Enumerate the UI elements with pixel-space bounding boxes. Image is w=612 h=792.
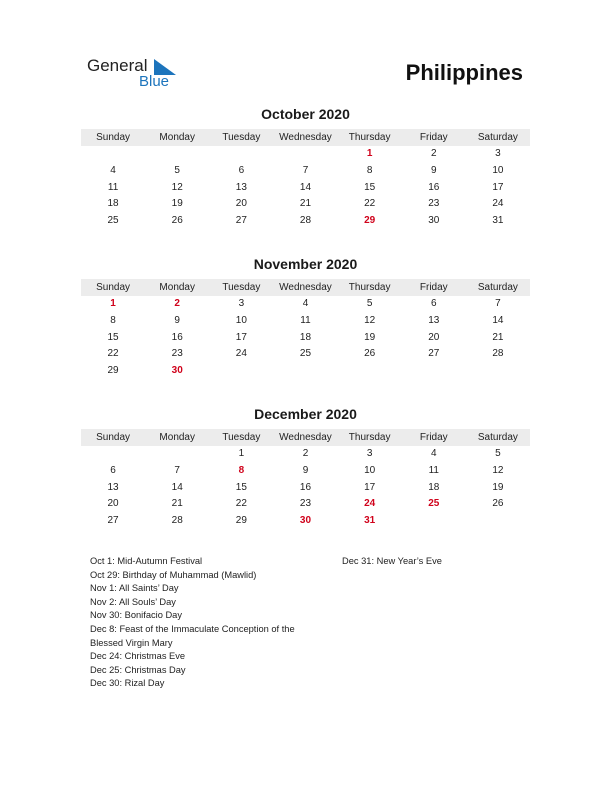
date-cell: 20 (107, 498, 119, 510)
date-cell: 3 (238, 298, 245, 309)
holiday-list-column-2 (342, 555, 542, 569)
date-cell: 18 (299, 331, 312, 343)
date-cell: 25 (299, 348, 312, 360)
weekday-header-row (81, 279, 530, 296)
date-cell: 4 (430, 448, 437, 459)
date-cell: 8 (366, 164, 373, 176)
weekday-label: Saturday (477, 432, 518, 443)
date-cell: 27 (428, 348, 440, 360)
date-cell: 19 (364, 331, 376, 343)
holiday-date-cell: 31 (364, 515, 376, 527)
date-cell: 13 (235, 181, 247, 193)
date-cell: 5 (174, 164, 180, 176)
date-cell: 26 (171, 215, 183, 227)
date-cell (209, 146, 273, 163)
date-cell: 9 (174, 314, 180, 326)
date-cell: 25 (107, 215, 119, 227)
week-row (81, 146, 530, 163)
date-cell (402, 513, 466, 530)
date-cell: 21 (171, 498, 183, 510)
holiday-list-item: Nov 2: All Souls’ Day (90, 596, 176, 607)
date-cell: 7 (174, 464, 180, 476)
weekday-label: Friday (419, 282, 448, 293)
date-cell: 24 (235, 348, 247, 360)
week-row (81, 446, 530, 463)
date-cell: 15 (235, 481, 247, 493)
holiday-date-cell: 8 (238, 464, 245, 476)
week-row (81, 346, 530, 363)
country-title: Philippines (405, 60, 523, 85)
weekday-label: Sunday (96, 282, 131, 293)
date-cell: 12 (364, 314, 376, 326)
weekday-header-row (81, 429, 530, 446)
date-cell: 19 (492, 481, 504, 493)
date-cell: 16 (171, 331, 183, 343)
weekday-label: Friday (419, 132, 448, 143)
date-cell: 22 (107, 348, 119, 360)
weekday-label: Thursday (348, 282, 391, 293)
date-cell: 4 (302, 298, 309, 309)
holiday-list-item: Dec 8: Feast of the Immaculate Conception of the Blessed Virgin Mary (90, 623, 295, 648)
weekday-label: Wednesday (279, 282, 332, 293)
date-cell: 17 (492, 181, 504, 193)
logo-blue-text: Blue (139, 73, 170, 90)
date-cell: 22 (364, 198, 376, 210)
week-row (81, 480, 530, 497)
weekday-label: Monday (159, 432, 195, 443)
date-cell: 17 (364, 481, 376, 493)
date-cell: 26 (492, 498, 504, 510)
date-cell: 14 (171, 481, 183, 493)
date-cell: 19 (171, 198, 183, 210)
date-cell (81, 146, 145, 163)
weekday-label: Monday (159, 282, 195, 293)
date-cell: 21 (299, 198, 312, 210)
holiday-date-cell: 2 (174, 298, 180, 309)
date-cell: 9 (302, 464, 309, 476)
weekday-label: Thursday (348, 432, 391, 443)
month-november (81, 256, 530, 380)
date-cell: 6 (238, 164, 245, 176)
week-row (81, 196, 530, 213)
date-cell (273, 146, 337, 163)
date-cell: 7 (495, 298, 501, 309)
month-october (81, 106, 530, 230)
date-cell: 27 (107, 515, 119, 527)
week-row (81, 463, 530, 480)
month-december (81, 406, 530, 530)
date-cell: 20 (428, 331, 440, 343)
week-row (81, 513, 530, 530)
date-cell: 13 (428, 314, 440, 326)
week-row (81, 496, 530, 513)
date-cell: 2 (302, 448, 309, 459)
week-row (81, 363, 530, 380)
weekday-label: Friday (419, 432, 448, 443)
date-cell: 16 (428, 181, 440, 193)
week-row (81, 296, 530, 313)
date-cell (145, 146, 209, 163)
date-cell: 8 (110, 314, 116, 326)
date-cell: 20 (235, 198, 247, 210)
week-row (81, 163, 530, 180)
date-cell: 12 (492, 464, 504, 476)
date-cell: 11 (428, 464, 439, 476)
holiday-list-column-1 (90, 555, 330, 691)
weekday-label: Sunday (96, 432, 131, 443)
weekday-header-row (81, 129, 530, 146)
month-title: December 2020 (254, 406, 357, 422)
date-cell: 15 (107, 331, 119, 343)
date-cell: 22 (235, 498, 247, 510)
date-cell: 11 (300, 314, 311, 326)
date-cell: 23 (299, 498, 312, 510)
date-cell: 23 (171, 348, 183, 360)
date-cell: 3 (495, 148, 501, 159)
weekday-label: Saturday (477, 282, 518, 293)
date-cell: 21 (492, 331, 504, 343)
date-cell: 29 (107, 365, 119, 377)
date-cell: 27 (235, 215, 247, 227)
date-cell: 10 (364, 464, 376, 476)
holiday-date-cell: 1 (366, 148, 373, 159)
holiday-list-item: Oct 1: Mid-Autumn Festival (90, 556, 203, 566)
weekday-label: Thursday (348, 132, 391, 143)
month-title: November 2020 (253, 256, 358, 272)
date-cell: 2 (430, 148, 437, 159)
date-cell (209, 363, 273, 380)
weekday-label: Tuesday (222, 282, 261, 293)
date-cell: 14 (492, 314, 504, 326)
logo-general-text: General (87, 56, 148, 75)
date-cell (466, 363, 530, 380)
week-row (81, 313, 530, 330)
holiday-list-item: Dec 24: Christmas Eve (90, 651, 186, 662)
date-cell: 28 (171, 515, 183, 527)
week-row (81, 180, 530, 197)
month-title: October 2020 (261, 106, 350, 122)
weekday-label: Wednesday (279, 432, 332, 443)
weekday-label: Monday (159, 132, 195, 143)
date-cell: 14 (299, 181, 312, 193)
date-cell: 1 (238, 448, 245, 459)
holiday-list-item: Dec 25: Christmas Day (90, 664, 186, 675)
date-cell (338, 363, 402, 380)
date-cell: 10 (492, 164, 504, 176)
weekday-label: Wednesday (279, 132, 332, 143)
date-cell: 18 (428, 481, 440, 493)
weekday-label: Sunday (96, 132, 131, 143)
week-row (81, 213, 530, 230)
date-cell: 28 (299, 215, 312, 227)
date-cell (466, 513, 530, 530)
date-cell: 29 (235, 515, 247, 527)
weekday-label: Tuesday (222, 432, 261, 443)
date-cell: 9 (430, 164, 437, 176)
holiday-date-cell: 30 (299, 515, 312, 527)
date-cell (81, 446, 145, 463)
date-cell: 16 (299, 481, 312, 493)
holiday-date-cell: 25 (428, 498, 440, 510)
date-cell: 6 (110, 464, 116, 476)
week-row (81, 330, 530, 347)
date-cell: 26 (364, 348, 376, 360)
date-cell: 7 (302, 164, 309, 176)
holiday-date-cell: 24 (364, 498, 376, 510)
date-cell: 15 (364, 181, 376, 193)
date-cell (145, 446, 209, 463)
generalblue-logo (87, 56, 187, 92)
date-cell: 11 (107, 181, 119, 193)
holiday-list-item: Nov 30: Bonifacio Day (90, 610, 182, 621)
date-cell: 28 (492, 348, 504, 360)
date-cell: 5 (366, 298, 373, 309)
holiday-list-item: Nov 1: All Saints’ Day (90, 583, 179, 594)
date-cell: 30 (428, 215, 440, 227)
date-cell: 31 (492, 215, 504, 227)
date-cell: 5 (495, 448, 501, 459)
date-cell: 23 (428, 198, 440, 210)
date-cell: 24 (492, 198, 504, 210)
date-cell: 12 (171, 181, 183, 193)
date-cell: 17 (235, 331, 247, 343)
date-cell (273, 363, 337, 380)
holiday-list-item: Dec 30: Rizal Day (90, 678, 165, 689)
date-cell (402, 363, 466, 380)
weekday-label: Saturday (477, 132, 518, 143)
date-cell: 6 (430, 298, 437, 309)
date-cell: 10 (235, 314, 247, 326)
holiday-date-cell: 30 (171, 365, 183, 377)
date-cell: 13 (107, 481, 119, 493)
holiday-list-item: Oct 29: Birthday of Muhammad (Mawlid) (90, 569, 257, 580)
date-cell: 4 (110, 164, 116, 176)
date-cell: 18 (107, 198, 119, 210)
weekday-label: Tuesday (222, 132, 261, 143)
holiday-date-cell: 29 (364, 215, 376, 227)
holiday-list-item: Dec 31: New Year’s Eve (342, 556, 442, 566)
date-cell: 3 (366, 448, 373, 459)
holiday-date-cell: 1 (110, 298, 116, 309)
